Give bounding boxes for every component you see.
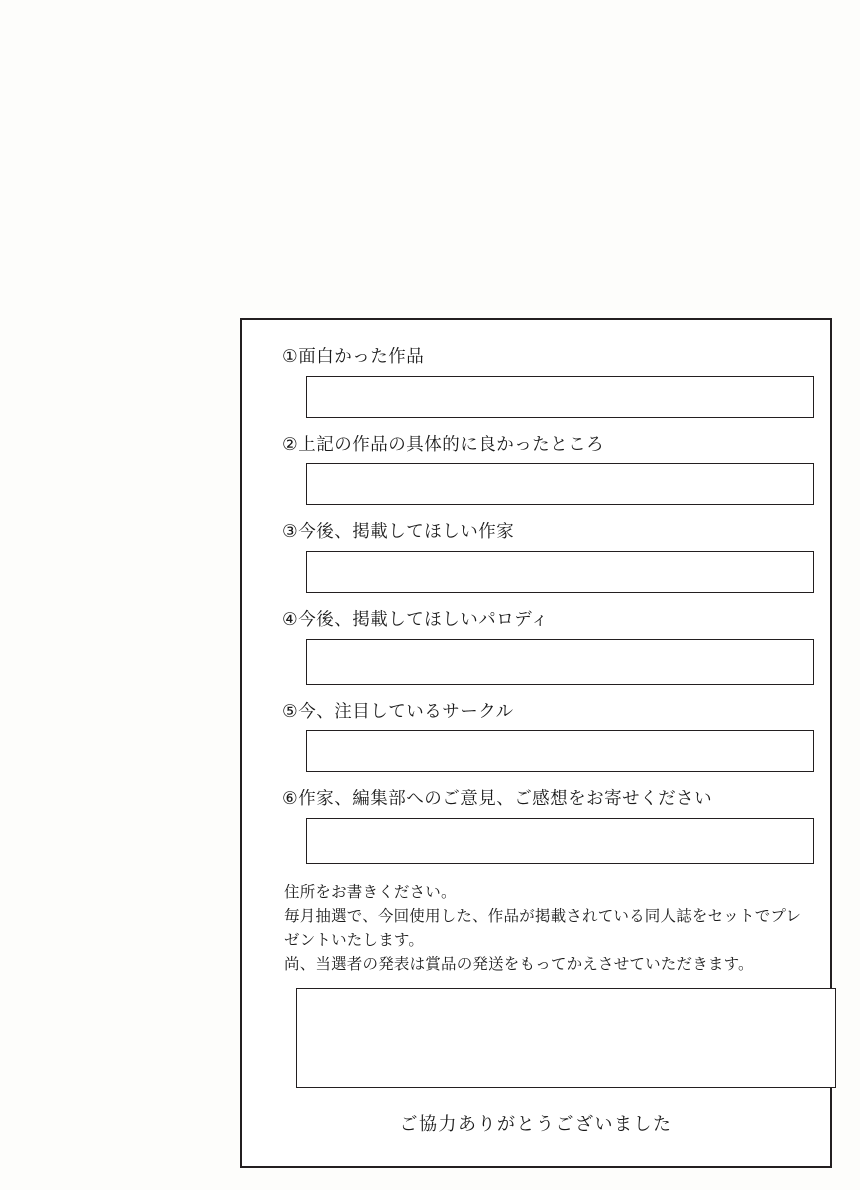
- answer-field-3[interactable]: [306, 551, 814, 593]
- answer-field-6[interactable]: [306, 818, 814, 864]
- answer-field-2[interactable]: [306, 463, 814, 505]
- question-label-1: ①面白かった作品: [282, 347, 425, 367]
- form-footer-thanks: ご協力ありがとうございました: [399, 1113, 673, 1135]
- question-label-6: ⑥作家、編集部へのご意見、ご感想をお寄せください: [282, 789, 713, 810]
- question-block-1: [270, 346, 802, 418]
- notice-line-3: ゼントいたします。: [284, 930, 425, 949]
- notice-line-4: 尚、当選者の発表は賞品の発送をもってかえさせていただきます。: [284, 954, 754, 973]
- answer-field-1[interactable]: [306, 376, 814, 418]
- notice-text: [284, 880, 802, 976]
- questionnaire-form: [240, 318, 832, 1168]
- question-block-6: [270, 788, 802, 864]
- question-block-3: [270, 521, 802, 593]
- question-block-5: [270, 701, 802, 773]
- question-block-4: [270, 609, 802, 685]
- notice-line-2: 毎月抽選で、今回使用した、作品が掲載されている同人誌をセットでプレ: [284, 906, 802, 925]
- question-label-3: ③今後、掲載してほしい作家: [282, 522, 515, 543]
- question-label-2: ②上記の作品の具体的に良かったところ: [282, 434, 605, 455]
- question-label-4: ④今後、掲載してほしいパロディ: [282, 609, 549, 630]
- answer-field-4[interactable]: [306, 639, 814, 685]
- notice-line-1: 住所をお書きください。: [284, 882, 457, 901]
- question-label-5: ⑤今、注目しているサークル: [282, 701, 514, 722]
- question-block-2: [270, 434, 802, 506]
- address-field[interactable]: [296, 988, 836, 1088]
- answer-field-5[interactable]: [306, 730, 814, 772]
